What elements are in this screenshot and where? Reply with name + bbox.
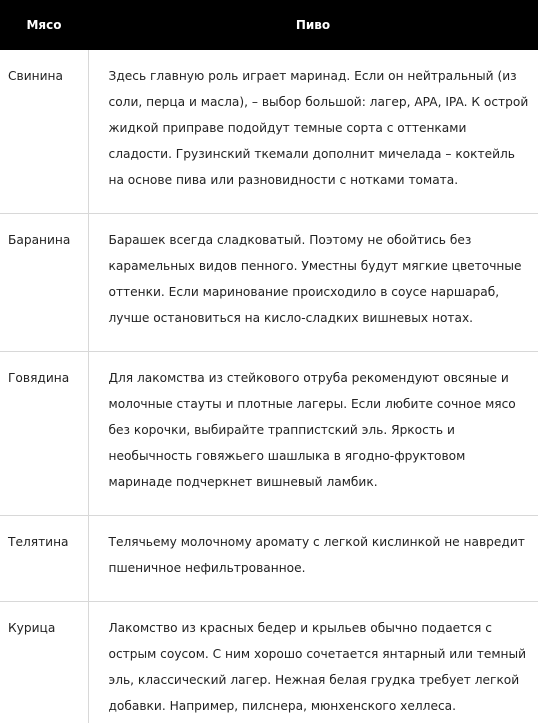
table-row <box>0 516 538 602</box>
header-meat: Мясо <box>0 0 88 50</box>
table-row <box>0 50 538 214</box>
meat-cell: Телятина <box>0 516 88 602</box>
table-header-row <box>0 0 538 50</box>
meat-cell: Говядина <box>0 352 88 516</box>
beer-cell: Для лакомства из стейкового отруба рекомендуют овсяные и молочные стауты и плотные лагеры. Если любите сочное мясо без корочки, выбирайте траппистский эль. Яркость и необычность говяжьего шашлыка в ягодно-фруктовом маринаде подчеркнет вишневый ламбик. <box>88 352 538 516</box>
header-beer: Пиво <box>88 0 538 50</box>
meat-cell: Курица <box>0 602 88 723</box>
table-row <box>0 352 538 516</box>
beer-cell: Телячьему молочному аромату с легкой кислинкой не навредит пшеничное нефильтрованное. <box>88 516 538 602</box>
meat-cell: Баранина <box>0 214 88 352</box>
table-row <box>0 214 538 352</box>
table-row <box>0 602 538 723</box>
beer-cell: Барашек всегда сладковатый. Поэтому не обойтись без карамельных видов пенного. Уместны будут мягкие цветочные оттенки. Если маринование происходило в соусе наршараб, лучше остановиться на кисло-сладких вишневых нотах. <box>88 214 538 352</box>
beer-cell: Лакомство из красных бедер и крыльев обычно подается с острым соусом. С ним хорошо сочетается янтарный или темный эль, классический лагер. Нежная белая грудка требует легкой добавки. Например, пилснера, мюнхенского хеллеса. <box>88 602 538 723</box>
meat-cell: Свинина <box>0 50 88 214</box>
beer-cell: Здесь главную роль играет маринад. Если он нейтральный (из соли, перца и масла), – выбор большой: лагер, APA, IPA. К острой жидкой приправе подойдут темные сорта с оттенками сладости. Грузинский ткемали дополнит мичелада – коктейль на основе пива или разновидности с нотками томата. <box>88 50 538 214</box>
